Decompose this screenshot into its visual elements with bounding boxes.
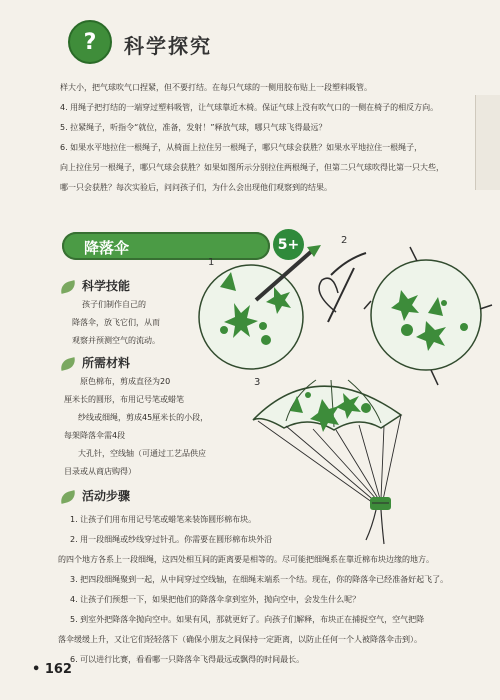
parachute-illustrations: [196, 235, 500, 565]
step-2-line-1: 2. 用一段细绳或纱线穿过针孔。你需要在圆形棉布块外沿: [70, 535, 273, 544]
skills-line-2: 降落伞，放飞它们，从而: [72, 318, 160, 327]
figure-label-3: 3: [254, 377, 261, 388]
intro-line-2: 4. 用绳子把打结的一端穿过塑料吸管，让气球靠近木椅。保证气球上没有吹气口的一侧在椅子的相反方向。: [60, 103, 439, 112]
page-header: [68, 18, 488, 68]
leaf-icon: [59, 357, 77, 371]
step-6: 6. 可以进行比赛，看看哪一只降落伞飞得最远或飘得的时间最长。: [70, 655, 305, 664]
parachute-canopy: [253, 380, 401, 544]
cloth-with-strings: [364, 247, 492, 385]
step-5-line-2: 落伞缓缓上升，又让它们轻轻落下（确保小朋友之间保持一定距离，以防止任何一个人被降落伞击到）。: [58, 635, 422, 644]
materials-line-2: 厘米长的圆形，布用记号笔或蜡笔: [64, 395, 184, 404]
intro-line-4: 6. 如果水平地拉住一根绳子，从椅面上拉住另一根绳子，哪只气球会获胜？如果水平地拉住一根绳子，: [60, 143, 423, 152]
step-5-line-1: 5. 到室外把降落伞抛向空中。如果有风，那就更好了。向孩子们解释，布块正在捕捉空气，空气把降: [70, 615, 425, 624]
page-number: • 162: [32, 662, 72, 677]
leaf-icon: [59, 280, 77, 294]
intro-line-3: 5. 拉紧绳子，听指令“就位，准备，发射！”释放气球，哪只气球飞得最远？: [60, 123, 327, 132]
materials-heading: 所需材料: [82, 356, 131, 370]
materials-line-6: 目录或从商店购得）: [64, 467, 136, 476]
step-2-line-2: 的四个地方各系上一段细绳，这四处相互间的距离要是相等的。尽可能把细绳系在靠近棉布块边缘的地方。: [58, 555, 434, 564]
skills-heading: 科学技能: [82, 279, 131, 293]
step-3: 3. 把四段细绳聚到一起，从中间穿过空线轴，在细绳末端系一个结。现在，你的降落伞已经准备好起飞了。: [70, 575, 449, 584]
steps-heading: 活动步骤: [82, 489, 131, 503]
step-4: 4. 让孩子们预想一下，如果把他们的降落伞拿到室外，抛向空中，会发生什么呢？: [70, 595, 361, 604]
question-mark-icon: ?: [68, 20, 112, 64]
materials-line-3: 纱线或细绳，剪成45厘米长的小段，: [78, 413, 209, 422]
intro-line-1: 样大小，把气球吹气口捏紧，但不要打结。在每只气球的一侧用胶布贴上一段塑料吸管。: [60, 83, 372, 92]
intro-line-6: 哪一只会获胜？每次实验后，问问孩子们，为什么会出现他们观察到的结果。: [60, 183, 332, 192]
decorated-cloth-circle: [199, 245, 321, 369]
figure-label-2: 2: [341, 235, 348, 246]
skills-line-1: 孩子们制作自己的: [82, 300, 146, 309]
materials-line-4: 每架降落伞需4段: [64, 431, 126, 440]
materials-line-1: 原色棉布，剪成直径为20: [80, 377, 171, 386]
figure-label-1: 1: [208, 257, 215, 268]
step-1: 1. 让孩子们用布用记号笔或蜡笔来装饰圆形棉布块。: [70, 515, 257, 524]
skills-line-3: 观察并预测空气的流动。: [72, 336, 160, 345]
age-badge: 5+: [273, 229, 304, 260]
page-title: 科学探究: [124, 34, 212, 58]
leaf-icon: [59, 490, 77, 504]
needle-thread: [319, 253, 366, 322]
intro-line-5: 向上拉住另一根绳子，哪只气球会获胜？如果如图所示分别拉住两根绳子，但第二只气球吹得比第一只大些，: [60, 163, 444, 172]
materials-line-5: 大孔针，空线轴（可通过工艺品供应: [78, 449, 206, 458]
activity-title: 降落伞: [84, 239, 130, 257]
